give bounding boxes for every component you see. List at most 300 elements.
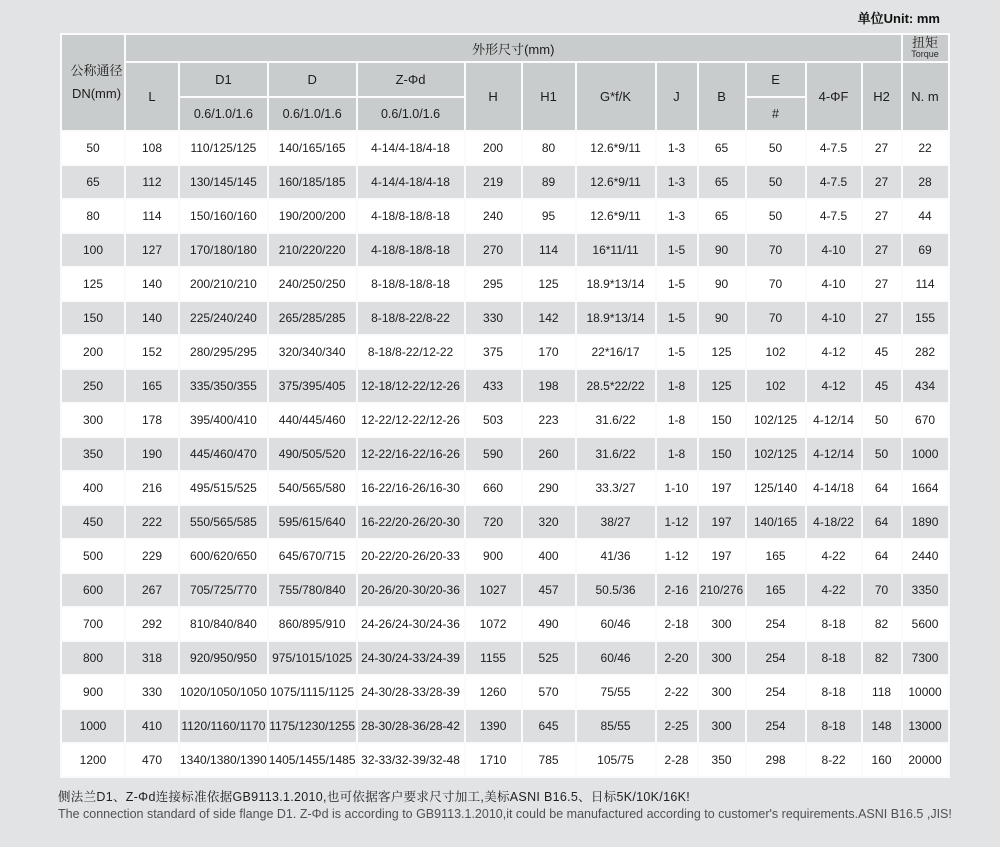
cell-h1: 89 (523, 166, 575, 198)
cell-l: 292 (126, 608, 178, 640)
cell-h1: 170 (523, 336, 575, 368)
cell-nm: 670 (903, 404, 948, 436)
cell-d: 975/1015/1025 (269, 642, 356, 674)
cell-d: 320/340/340 (269, 336, 356, 368)
cell-l: 165 (126, 370, 178, 402)
cell-4-phi-f: 4-12/14 (807, 438, 861, 470)
cell-h: 1390 (466, 710, 521, 742)
cell-4-phi-f: 8-22 (807, 744, 861, 776)
cell-4-phi-f: 4-10 (807, 268, 861, 300)
cell-b: 197 (699, 506, 745, 538)
cell-e: 102 (747, 370, 805, 402)
cell-l: 318 (126, 642, 178, 674)
header-pressure-zd: 0.6/1.0/1.6 (358, 98, 464, 130)
cell-j: 2-28 (657, 744, 697, 776)
cell-d: 1405/1455/1485 (269, 744, 356, 776)
cell-l: 140 (126, 268, 178, 300)
cell-h: 1710 (466, 744, 521, 776)
cell-gfk: 18.9*13/14 (577, 268, 655, 300)
cell-h2: 27 (863, 302, 901, 334)
cell-e: 165 (747, 574, 805, 606)
table-row (62, 336, 948, 368)
cell-d1: 395/400/410 (180, 404, 267, 436)
cell-d: 140/165/165 (269, 132, 356, 164)
cell-e: 50 (747, 132, 805, 164)
cell-dn: 300 (62, 404, 124, 436)
footer-note-cn: 侧法兰D1、Z-Φd连接标准依据GB9113.1.2010,也可依据客户要求尺寸加工,美标ASNI B16.5、日标5K/10K/16K! (58, 790, 690, 804)
header-d1: D1 (180, 63, 267, 96)
cell-nm: 1000 (903, 438, 948, 470)
cell-h: 375 (466, 336, 521, 368)
table-body (62, 132, 948, 776)
cell-4-phi-f: 4-22 (807, 540, 861, 572)
cell-h2: 27 (863, 234, 901, 266)
cell-gfk: 60/46 (577, 608, 655, 640)
header-outline-dimensions: 外形尺寸(mm) (126, 35, 901, 61)
cell-z-phi-d: 12-18/12-22/12-26 (358, 370, 464, 402)
cell-gfk: 60/46 (577, 642, 655, 674)
cell-h1: 570 (523, 676, 575, 708)
cell-gfk: 38/27 (577, 506, 655, 538)
cell-d: 490/505/520 (269, 438, 356, 470)
cell-h2: 70 (863, 574, 901, 606)
table-row (62, 574, 948, 606)
cell-b: 210/276 (699, 574, 745, 606)
cell-nm: 3350 (903, 574, 948, 606)
cell-h2: 64 (863, 506, 901, 538)
cell-4-phi-f: 8-18 (807, 642, 861, 674)
cell-nm: 7300 (903, 642, 948, 674)
header-h1: H1 (523, 63, 575, 130)
cell-d1: 445/460/470 (180, 438, 267, 470)
cell-dn: 1000 (62, 710, 124, 742)
table-row (62, 234, 948, 266)
table-row (62, 642, 948, 674)
cell-nm: 69 (903, 234, 948, 266)
spec-table (60, 33, 950, 778)
cell-d: 440/445/460 (269, 404, 356, 436)
table-row (62, 370, 948, 402)
cell-h: 503 (466, 404, 521, 436)
cell-h2: 160 (863, 744, 901, 776)
cell-l: 112 (126, 166, 178, 198)
cell-j: 1-3 (657, 200, 697, 232)
cell-l: 216 (126, 472, 178, 504)
cell-z-phi-d: 20-22/20-26/20-33 (358, 540, 464, 572)
cell-nm: 44 (903, 200, 948, 232)
header-b: B (699, 63, 745, 130)
header-pressure-d1: 0.6/1.0/1.6 (180, 98, 267, 130)
header-h2: H2 (863, 63, 901, 130)
cell-b: 300 (699, 608, 745, 640)
cell-b: 90 (699, 268, 745, 300)
cell-j: 1-3 (657, 132, 697, 164)
cell-4-phi-f: 4-22 (807, 574, 861, 606)
cell-j: 1-5 (657, 268, 697, 300)
cell-gfk: 22*16/17 (577, 336, 655, 368)
cell-z-phi-d: 12-22/12-22/12-26 (358, 404, 464, 436)
cell-j: 2-22 (657, 676, 697, 708)
cell-nm: 1890 (903, 506, 948, 538)
cell-4-phi-f: 8-18 (807, 608, 861, 640)
cell-nm: 2440 (903, 540, 948, 572)
cell-nm: 13000 (903, 710, 948, 742)
cell-e: 165 (747, 540, 805, 572)
cell-l: 222 (126, 506, 178, 538)
header-nominal-diameter-unit: DN(mm) (71, 85, 122, 101)
header-d: D (269, 63, 356, 96)
cell-nm: 5600 (903, 608, 948, 640)
cell-l: 178 (126, 404, 178, 436)
header-torque (903, 35, 948, 61)
table-row (62, 676, 948, 708)
cell-h1: 95 (523, 200, 575, 232)
cell-gfk: 33.3/27 (577, 472, 655, 504)
cell-4-phi-f: 8-18 (807, 676, 861, 708)
cell-gfk: 12.6*9/11 (577, 132, 655, 164)
cell-z-phi-d: 16-22/20-26/20-30 (358, 506, 464, 538)
cell-h2: 148 (863, 710, 901, 742)
header-l: L (126, 63, 178, 130)
cell-gfk: 50.5/36 (577, 574, 655, 606)
cell-l: 267 (126, 574, 178, 606)
cell-h1: 198 (523, 370, 575, 402)
cell-e: 70 (747, 302, 805, 334)
cell-d1: 600/620/650 (180, 540, 267, 572)
cell-z-phi-d: 8-18/8-22/8-22 (358, 302, 464, 334)
cell-h1: 645 (523, 710, 575, 742)
cell-b: 150 (699, 438, 745, 470)
table-row (62, 506, 948, 538)
cell-h: 900 (466, 540, 521, 572)
cell-d1: 1020/1050/1050 (180, 676, 267, 708)
cell-d: 1175/1230/1255 (269, 710, 356, 742)
header-torque-cn: 扭矩 (912, 35, 939, 50)
cell-e: 50 (747, 166, 805, 198)
cell-l: 140 (126, 302, 178, 334)
cell-e: 298 (747, 744, 805, 776)
cell-h1: 260 (523, 438, 575, 470)
cell-h2: 64 (863, 540, 901, 572)
cell-j: 1-12 (657, 506, 697, 538)
cell-b: 300 (699, 710, 745, 742)
cell-h2: 27 (863, 166, 901, 198)
cell-h2: 118 (863, 676, 901, 708)
cell-e: 125/140 (747, 472, 805, 504)
cell-d1: 705/725/770 (180, 574, 267, 606)
cell-dn: 125 (62, 268, 124, 300)
cell-e: 254 (747, 676, 805, 708)
cell-4-phi-f: 4-12 (807, 370, 861, 402)
cell-e: 70 (747, 268, 805, 300)
cell-4-phi-f: 4-7.5 (807, 200, 861, 232)
cell-dn: 100 (62, 234, 124, 266)
cell-l: 190 (126, 438, 178, 470)
cell-h: 720 (466, 506, 521, 538)
cell-dn: 50 (62, 132, 124, 164)
cell-l: 229 (126, 540, 178, 572)
table-row (62, 744, 948, 776)
cell-h2: 82 (863, 608, 901, 640)
cell-h: 330 (466, 302, 521, 334)
cell-gfk: 18.9*13/14 (577, 302, 655, 334)
cell-nm: 114 (903, 268, 948, 300)
cell-z-phi-d: 24-30/24-33/24-39 (358, 642, 464, 674)
cell-gfk: 31.6/22 (577, 438, 655, 470)
cell-l: 330 (126, 676, 178, 708)
cell-dn: 80 (62, 200, 124, 232)
cell-gfk: 16*11/11 (577, 234, 655, 266)
cell-z-phi-d: 4-18/8-18/8-18 (358, 234, 464, 266)
cell-gfk: 28.5*22/22 (577, 370, 655, 402)
cell-b: 350 (699, 744, 745, 776)
cell-l: 152 (126, 336, 178, 368)
table-row (62, 166, 948, 198)
cell-j: 1-5 (657, 336, 697, 368)
cell-z-phi-d: 24-26/24-30/24-36 (358, 608, 464, 640)
cell-e: 254 (747, 608, 805, 640)
cell-z-phi-d: 4-18/8-18/8-18 (358, 200, 464, 232)
cell-e: 102/125 (747, 438, 805, 470)
cell-e: 140/165 (747, 506, 805, 538)
header-nominal-diameter-cn: 公称通径 (70, 63, 123, 79)
cell-d: 645/670/715 (269, 540, 356, 572)
cell-j: 1-5 (657, 302, 697, 334)
cell-h2: 82 (863, 642, 901, 674)
table-row (62, 132, 948, 164)
cell-e: 70 (747, 234, 805, 266)
header-nm: N. m (903, 63, 948, 130)
cell-h1: 457 (523, 574, 575, 606)
cell-nm: 28 (903, 166, 948, 198)
cell-dn: 800 (62, 642, 124, 674)
cell-h1: 525 (523, 642, 575, 674)
cell-e: 50 (747, 200, 805, 232)
cell-j: 1-12 (657, 540, 697, 572)
header-e: E (747, 63, 805, 96)
cell-gfk: 105/75 (577, 744, 655, 776)
cell-h: 270 (466, 234, 521, 266)
cell-4-phi-f: 4-10 (807, 302, 861, 334)
cell-h1: 785 (523, 744, 575, 776)
cell-d1: 810/840/840 (180, 608, 267, 640)
table-row (62, 540, 948, 572)
cell-nm: 155 (903, 302, 948, 334)
cell-d1: 1120/1160/1170 (180, 710, 267, 742)
table-row (62, 710, 948, 742)
table-row (62, 472, 948, 504)
cell-nm: 434 (903, 370, 948, 402)
cell-b: 197 (699, 472, 745, 504)
cell-z-phi-d: 16-22/16-26/16-30 (358, 472, 464, 504)
cell-dn: 250 (62, 370, 124, 402)
table-row (62, 200, 948, 232)
cell-h: 200 (466, 132, 521, 164)
cell-h: 590 (466, 438, 521, 470)
cell-gfk: 75/55 (577, 676, 655, 708)
cell-4-phi-f: 4-10 (807, 234, 861, 266)
cell-gfk: 41/36 (577, 540, 655, 572)
cell-j: 1-5 (657, 234, 697, 266)
cell-b: 197 (699, 540, 745, 572)
cell-l: 470 (126, 744, 178, 776)
cell-h1: 142 (523, 302, 575, 334)
cell-z-phi-d: 20-26/20-30/20-36 (358, 574, 464, 606)
cell-h1: 80 (523, 132, 575, 164)
cell-4-phi-f: 4-14/18 (807, 472, 861, 504)
cell-d1: 495/515/525 (180, 472, 267, 504)
cell-z-phi-d: 24-30/28-33/28-39 (358, 676, 464, 708)
cell-4-phi-f: 4-18/22 (807, 506, 861, 538)
cell-dn: 200 (62, 336, 124, 368)
header-h: H (466, 63, 521, 130)
cell-d: 540/565/580 (269, 472, 356, 504)
cell-h1: 320 (523, 506, 575, 538)
cell-d1: 200/210/210 (180, 268, 267, 300)
cell-h: 1027 (466, 574, 521, 606)
cell-4-phi-f: 4-12/14 (807, 404, 861, 436)
footer-note-en: The connection standard of side flange D1. Z-Φd is according to GB9113.1.2010,it could be manufactured according to customer's requirements.ASNI B16.5 ,JIS! (58, 806, 952, 821)
cell-4-phi-f: 4-12 (807, 336, 861, 368)
cell-h2: 45 (863, 370, 901, 402)
cell-d: 860/895/910 (269, 608, 356, 640)
cell-h: 1072 (466, 608, 521, 640)
cell-d: 595/615/640 (269, 506, 356, 538)
cell-l: 127 (126, 234, 178, 266)
cell-h1: 400 (523, 540, 575, 572)
cell-h1: 114 (523, 234, 575, 266)
cell-l: 114 (126, 200, 178, 232)
cell-e: 254 (747, 642, 805, 674)
cell-4-phi-f: 4-7.5 (807, 166, 861, 198)
header-j: J (657, 63, 697, 130)
table-row (62, 438, 948, 470)
cell-h1: 223 (523, 404, 575, 436)
cell-z-phi-d: 4-14/4-18/4-18 (358, 166, 464, 198)
cell-nm: 10000 (903, 676, 948, 708)
cell-e: 254 (747, 710, 805, 742)
cell-h1: 290 (523, 472, 575, 504)
cell-h: 1260 (466, 676, 521, 708)
cell-l: 410 (126, 710, 178, 742)
cell-h: 240 (466, 200, 521, 232)
header-4-phi-f: 4-ΦF (807, 63, 861, 130)
cell-dn: 400 (62, 472, 124, 504)
cell-dn: 900 (62, 676, 124, 708)
header-e-sub: # (747, 98, 805, 130)
header-nominal-diameter (62, 35, 124, 130)
cell-b: 65 (699, 132, 745, 164)
cell-d: 240/250/250 (269, 268, 356, 300)
cell-4-phi-f: 4-7.5 (807, 132, 861, 164)
cell-h2: 27 (863, 200, 901, 232)
cell-j: 1-8 (657, 404, 697, 436)
cell-dn: 600 (62, 574, 124, 606)
table-row (62, 302, 948, 334)
cell-j: 2-25 (657, 710, 697, 742)
cell-4-phi-f: 8-18 (807, 710, 861, 742)
cell-gfk: 12.6*9/11 (577, 166, 655, 198)
cell-j: 2-18 (657, 608, 697, 640)
table-header (62, 35, 948, 130)
cell-h: 433 (466, 370, 521, 402)
cell-h2: 27 (863, 268, 901, 300)
cell-b: 300 (699, 642, 745, 674)
cell-h2: 27 (863, 132, 901, 164)
cell-z-phi-d: 28-30/28-36/28-42 (358, 710, 464, 742)
cell-dn: 500 (62, 540, 124, 572)
cell-d1: 550/565/585 (180, 506, 267, 538)
cell-nm: 282 (903, 336, 948, 368)
cell-gfk: 31.6/22 (577, 404, 655, 436)
cell-d: 1075/1115/1125 (269, 676, 356, 708)
cell-l: 108 (126, 132, 178, 164)
cell-d1: 130/145/145 (180, 166, 267, 198)
cell-j: 2-16 (657, 574, 697, 606)
cell-j: 1-8 (657, 438, 697, 470)
cell-d1: 920/950/950 (180, 642, 267, 674)
cell-z-phi-d: 8-18/8-18/8-18 (358, 268, 464, 300)
cell-z-phi-d: 8-18/8-22/12-22 (358, 336, 464, 368)
cell-e: 102/125 (747, 404, 805, 436)
cell-d1: 280/295/295 (180, 336, 267, 368)
cell-h2: 50 (863, 404, 901, 436)
header-torque-en: Torque (911, 49, 939, 60)
cell-d: 210/220/220 (269, 234, 356, 266)
cell-b: 150 (699, 404, 745, 436)
cell-nm: 20000 (903, 744, 948, 776)
footer-note (58, 789, 988, 822)
cell-h2: 50 (863, 438, 901, 470)
cell-d: 190/200/200 (269, 200, 356, 232)
header-gfk: G*f/K (577, 63, 655, 130)
cell-b: 300 (699, 676, 745, 708)
cell-dn: 65 (62, 166, 124, 198)
cell-b: 65 (699, 166, 745, 198)
cell-d: 755/780/840 (269, 574, 356, 606)
cell-h: 219 (466, 166, 521, 198)
cell-b: 90 (699, 302, 745, 334)
cell-gfk: 85/55 (577, 710, 655, 742)
table-row (62, 608, 948, 640)
cell-d: 160/185/185 (269, 166, 356, 198)
cell-d1: 170/180/180 (180, 234, 267, 266)
cell-z-phi-d: 4-14/4-18/4-18 (358, 132, 464, 164)
cell-d1: 335/350/355 (180, 370, 267, 402)
cell-dn: 1200 (62, 744, 124, 776)
cell-nm: 1664 (903, 472, 948, 504)
cell-j: 2-20 (657, 642, 697, 674)
cell-dn: 700 (62, 608, 124, 640)
cell-h2: 64 (863, 472, 901, 504)
cell-d1: 110/125/125 (180, 132, 267, 164)
cell-d: 265/285/285 (269, 302, 356, 334)
unit-label: 单位Unit: mm (857, 11, 940, 26)
header-pressure-d: 0.6/1.0/1.6 (269, 98, 356, 130)
cell-d1: 1340/1380/1390 (180, 744, 267, 776)
cell-dn: 150 (62, 302, 124, 334)
cell-j: 1-8 (657, 370, 697, 402)
cell-nm: 22 (903, 132, 948, 164)
cell-gfk: 12.6*9/11 (577, 200, 655, 232)
cell-d1: 225/240/240 (180, 302, 267, 334)
cell-b: 90 (699, 234, 745, 266)
cell-b: 125 (699, 336, 745, 368)
cell-d1: 150/160/160 (180, 200, 267, 232)
cell-z-phi-d: 12-22/16-22/16-26 (358, 438, 464, 470)
cell-h: 1155 (466, 642, 521, 674)
table-row (62, 268, 948, 300)
